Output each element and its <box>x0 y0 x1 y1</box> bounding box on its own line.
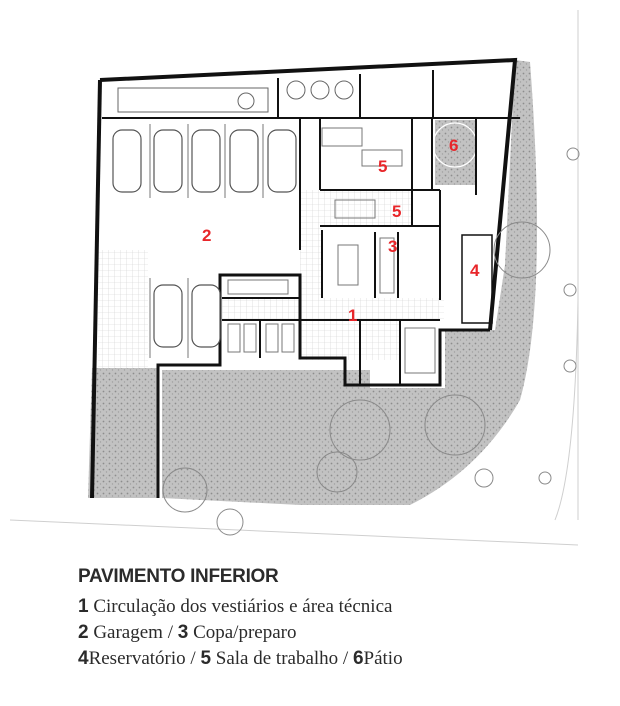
legend-text: Reservatório <box>88 648 186 669</box>
legend <box>78 566 598 672</box>
legend-separator: / <box>185 648 201 669</box>
car <box>192 285 220 347</box>
car <box>154 285 182 347</box>
room-label-2: 2 <box>202 226 212 245</box>
car <box>113 130 141 192</box>
room-label-3: 3 <box>388 237 398 256</box>
legend-text: Sala de trabalho <box>215 648 339 669</box>
legend-number: 5 <box>200 648 212 669</box>
legend-line-3 <box>78 646 598 672</box>
room-label-5-lower: 5 <box>392 202 402 221</box>
service-strip <box>118 81 353 112</box>
paving-core <box>300 190 322 300</box>
room-label-6: 6 <box>449 136 459 155</box>
room-label-1: 1 <box>348 306 358 325</box>
legend-number: 6 <box>352 648 364 669</box>
paving-corridor <box>222 298 444 320</box>
legend-line-1 <box>78 594 598 620</box>
legend-text: Circulação dos vestiários e área técnica <box>93 596 393 617</box>
legend-text: Copa/preparo <box>193 622 297 643</box>
legend-title: PAVIMENTO INFERIOR <box>78 566 279 587</box>
paving-left <box>98 250 148 368</box>
car <box>192 130 220 192</box>
legend-separator: / <box>162 622 178 643</box>
legend-number: 1 <box>78 596 89 617</box>
terrain-southwest <box>88 368 158 498</box>
legend-number: 2 <box>78 622 89 643</box>
room-label-4: 4 <box>470 261 480 280</box>
car <box>230 130 258 192</box>
car <box>154 130 182 192</box>
paving-lower <box>300 320 400 360</box>
legend-text: Garagem <box>93 622 163 643</box>
legend-separator: / <box>338 648 353 669</box>
room-label-5-upper: 5 <box>378 157 388 176</box>
legend-text: Pátio <box>363 648 403 669</box>
legend-number: 4 <box>78 648 89 669</box>
legend-line-2 <box>78 620 598 646</box>
legend-number: 3 <box>177 622 189 643</box>
car <box>268 130 296 192</box>
